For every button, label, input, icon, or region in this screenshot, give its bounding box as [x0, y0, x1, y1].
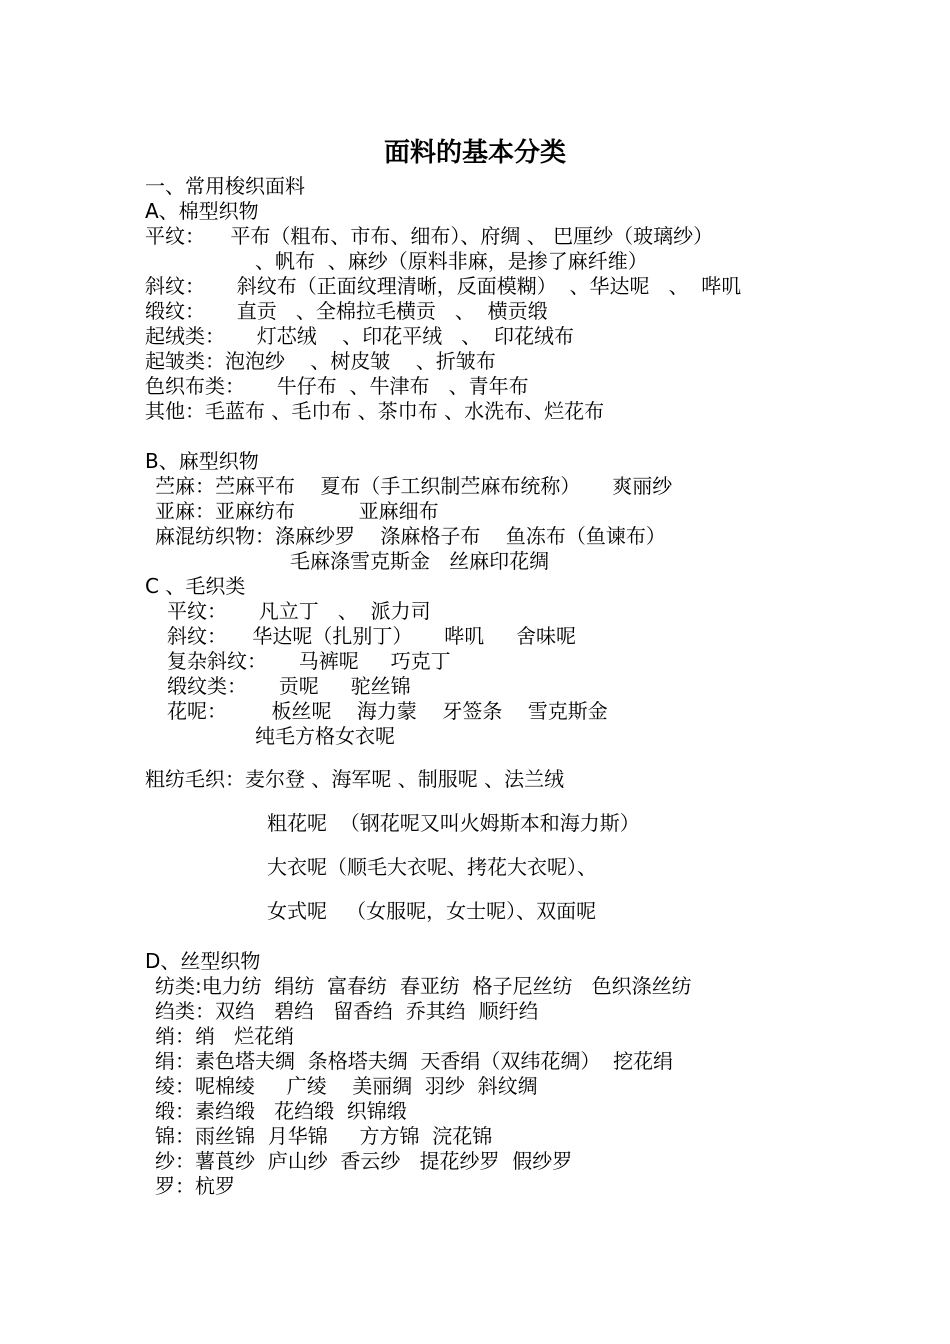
text-line: 毛麻涤雪克斯金 丝麻印花绸	[290, 549, 550, 573]
text-line: 锦：雨丝锦 月华锦 方方锦 浣花锦	[155, 1124, 493, 1148]
text-line: 纺类:电力纺 绢纺 富春纺 春亚纺 格子尼丝纺 色织涤丝纺	[155, 974, 692, 998]
text-line: 苎麻：苎麻平布 夏布（手工织制苎麻布统称） 爽丽纱	[155, 474, 673, 498]
subsection-heading: C 、毛织类	[145, 574, 246, 598]
text-line: 其他：毛蓝布 、毛巾布 、茶巾布 、水洗布、烂花布	[145, 399, 605, 423]
text-line: 绫：呢棉绫 广绫 美丽绸 羽纱 斜纹绸	[155, 1074, 538, 1098]
text-line: 缎纹： 直贡 、全棉拉毛横贡 、 横贡缎	[145, 299, 548, 323]
text-line: 粗纺毛织：麦尔登 、海军呢 、制服呢 、法兰绒	[145, 767, 565, 791]
text-line: 罗：杭罗	[155, 1174, 235, 1198]
text-line: 纯毛方格女衣呢	[255, 724, 395, 748]
text-line: 斜纹： 华达呢（扎别丁） 哔叽 舍味呢	[167, 624, 577, 648]
text-line: 亚麻：亚麻纺布 亚麻细布	[155, 499, 439, 523]
subsection-heading: A、棉型织物	[145, 199, 259, 223]
text-line: 花呢： 板丝呢 海力蒙 牙签条 雪克斯金	[167, 699, 608, 723]
text-line: 绉类：双绉 碧绉 留香绉 乔其绉 顺纡绉	[155, 999, 539, 1023]
text-line: 缎：素绉缎 花绉缎 织锦缎	[155, 1099, 407, 1123]
text-line: 色织布类： 牛仔布 、牛津布 、青年布	[145, 374, 529, 398]
page-title: 面料的基本分类	[383, 138, 566, 168]
section-heading: 一、常用梭织面料	[145, 174, 305, 198]
text-line: 、帆布 、麻纱（原料非麻，是掺了麻纤维）	[255, 249, 648, 273]
text-line: 大衣呢（顺毛大衣呢、拷花大衣呢）、	[267, 855, 597, 879]
text-line: 平纹： 凡立丁 、 派力司	[167, 599, 431, 623]
subsection-heading: D、丝型织物	[145, 949, 261, 973]
text-line: 粗花呢 （钢花呢又叫火姆斯本和海力斯）	[267, 811, 640, 835]
text-line: 斜纹： 斜纹布（正面纹理清晰，反面模糊） 、华达呢 、 哔叽	[145, 274, 742, 298]
text-line: 复杂斜纹： 马裤呢 巧克丁	[167, 649, 451, 673]
subsection-heading: B、麻型织物	[145, 449, 259, 473]
text-line: 绢：素色塔夫绸 条格塔夫绸 天香绢（双纬花绸） 挖花绢	[155, 1049, 674, 1073]
text-line: 起绒类： 灯芯绒 、印花平绒 、 印花绒布	[145, 324, 575, 348]
text-line: 麻混纺织物：涤麻纱罗 涤麻格子布 鱼冻布（鱼谏布）	[155, 524, 666, 548]
text-line: 缎纹类： 贡呢 驼丝锦	[167, 674, 411, 698]
text-line: 起皱类：泡泡纱 、树皮皱 、折皱布	[145, 349, 496, 373]
text-line: 纱：薯莨纱 庐山纱 香云纱 提花纱罗 假纱罗	[155, 1149, 573, 1173]
text-line: 女式呢 （女服呢，女士呢）、双面呢	[267, 899, 597, 923]
text-line: 平纹： 平布（粗布、市布、细布）、府绸 、 巴厘纱（玻璃纱）	[145, 224, 714, 248]
text-line: 绡：绡 烂花绡	[155, 1024, 295, 1048]
